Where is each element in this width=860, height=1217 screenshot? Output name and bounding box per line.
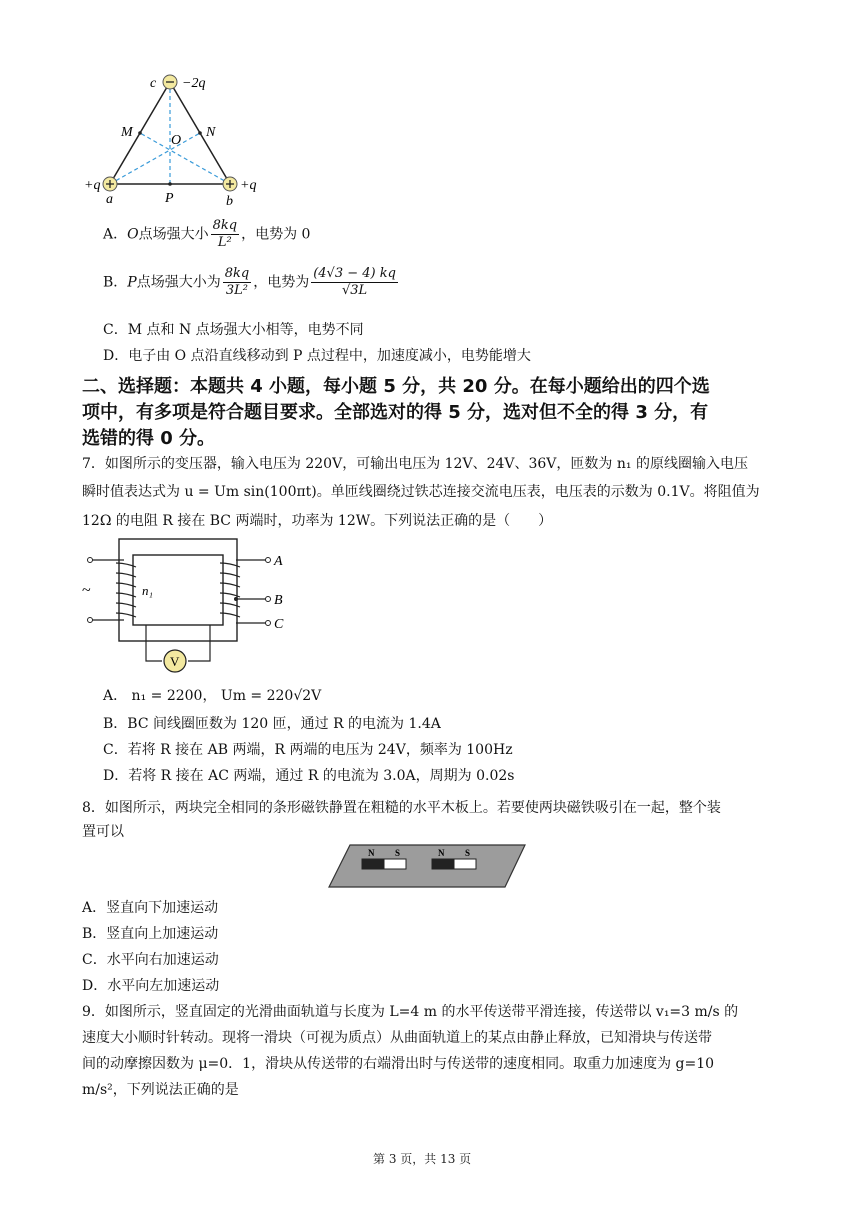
- magnet2-s-label: S: [465, 848, 471, 858]
- q9-line1: 9．如图所示，竖直固定的光滑曲面轨道与长度为 L=4 m 的水平传送带平滑连接，传送带以 v₁=3 m/s 的: [82, 1004, 739, 1020]
- q8-line1: 8．如图所示，两块完全相同的条形磁铁静置在粗糙的水平木板上。若要使两块磁铁吸引在一起，整个装: [82, 800, 721, 816]
- q7-line1: 7．如图所示的变压器，输入电压为 220V，可输出电压为 12V、24V、36V，匝数为 n₁ 的原线圈输入电压: [82, 456, 748, 472]
- q6-option-a[interactable]: A．O点场强大小 $\frac{8kq}{\text{L²}}$ ，电势为 0: [103, 218, 311, 250]
- q7-line2: 瞬时值表达式为 u = Um sin(100πt)。单匝线圈绕过铁芯连接交流电压表，电压表的示数为 0.1V。将阻值为: [82, 484, 760, 500]
- magnet1-n-label: N: [368, 848, 375, 858]
- label-a: a: [106, 192, 113, 207]
- label-C: C: [274, 617, 284, 632]
- q8-option-d[interactable]: D．水平向左加速运动: [82, 978, 220, 994]
- label-M: M: [121, 125, 133, 140]
- section2-line3: 选错的得 0 分。: [82, 428, 216, 449]
- q7-option-b[interactable]: B．BC 间线圈匝数为 120 匝，通过 R 的电流为 1.4A: [103, 716, 441, 732]
- q8-option-b[interactable]: B．竖直向上加速运动: [82, 926, 219, 942]
- magnet1-s-label: S: [395, 848, 401, 858]
- q6-option-d[interactable]: D．电子由 O 点沿直线移动到 P 点过程中，加速度减小，电势能增大: [103, 348, 531, 364]
- magnets-on-board-figure: [325, 842, 530, 892]
- label-A: A: [274, 554, 283, 569]
- label-c: c: [150, 76, 157, 91]
- label-plus-q-right: +q: [240, 178, 257, 193]
- label-minus-2q: −2q: [182, 76, 206, 91]
- magnet2-n-label: N: [438, 848, 445, 858]
- q9-line4: m/s²，下列说法正确的是: [82, 1082, 239, 1098]
- q8-line2: 置可以: [82, 824, 124, 840]
- label-b: b: [226, 194, 233, 209]
- q7-option-c[interactable]: C．若将 R 接在 AB 两端，R 两端的电压为 24V，频率为 100Hz: [103, 742, 513, 758]
- label-plus-q-left: +q: [84, 178, 101, 193]
- q8-option-c[interactable]: C．水平向右加速运动: [82, 952, 219, 968]
- voltmeter-label: V: [170, 654, 180, 669]
- label-B: B: [274, 593, 283, 608]
- label-O: O: [171, 133, 182, 148]
- label-n1: n₁: [142, 583, 154, 598]
- transformer-figure: [80, 535, 300, 680]
- q8-option-a[interactable]: A．竖直向下加速运动: [82, 900, 219, 916]
- q7-line3: 12Ω 的电阻 R 接在 BC 两端时，功率为 12W。下列说法正确的是（ ）: [82, 513, 553, 529]
- section2-line2: 项中，有多项是符合题目要求。全部选对的得 5 分，选对但不全的得 3 分，有: [82, 402, 709, 423]
- label-N: N: [206, 125, 216, 140]
- q6-option-b[interactable]: B．P点场强大小为 $\frac{8kq}{\text{3L²}}$ ，电势为 $\frac{(4√3 - 4) kq}{√3L}$: [103, 266, 396, 298]
- triangle-charge-figure: [80, 70, 280, 210]
- q7-option-d[interactable]: D．若将 R 接在 AC 两端，通过 R 的电流为 3.0A，周期为 0.02s: [103, 768, 515, 784]
- q9-line3: 间的动摩擦因数为 μ=0．1，滑块从传送带的右端滑出时与传送带的速度相同。取重力加速度为 g=10: [82, 1056, 715, 1072]
- page-footer: 第 3 页，共 13 页: [373, 1152, 472, 1166]
- q9-line2: 速度大小顺时针转动。现将一滑块（可视为质点）从曲面轨道上的某点由静止释放，已知滑块与传送带: [82, 1030, 712, 1046]
- label-P: P: [165, 191, 174, 206]
- label-ac-tilde: ~: [82, 582, 91, 599]
- q7-option-a[interactable]: A． n₁ = 2200， Um = 220√2V: [103, 688, 322, 704]
- section2-line1: 二、选择题：本题共 4 小题，每小题 5 分，共 20 分。在每小题给出的四个选: [82, 376, 710, 397]
- q6-option-c[interactable]: C．M 点和 N 点场强大小相等，电势不同: [103, 322, 364, 338]
